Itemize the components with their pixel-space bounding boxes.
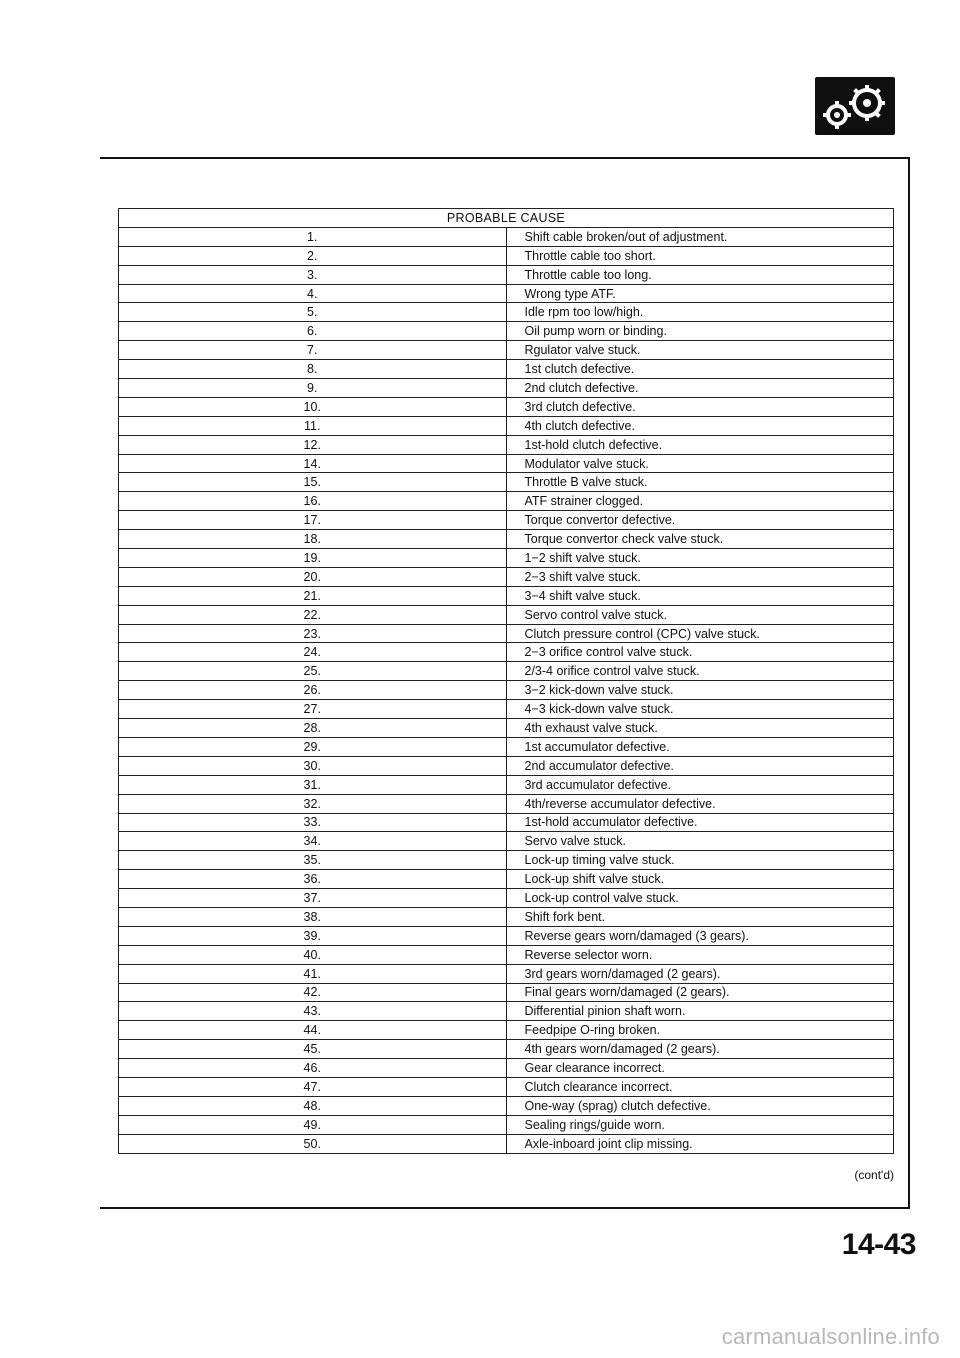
- row-cause: Feedpipe O-ring broken.: [506, 1021, 894, 1040]
- row-cause: 3rd gears worn/damaged (2 gears).: [506, 964, 894, 983]
- table-row: [119, 530, 894, 549]
- table-row: [119, 700, 894, 719]
- row-cause: 2/3-4 orifice control valve stuck.: [506, 662, 894, 681]
- row-number: 36.: [119, 870, 507, 889]
- row-cause: Lock-up control valve stuck.: [506, 889, 894, 908]
- table-row: [119, 492, 894, 511]
- row-cause: One-way (sprag) clutch defective.: [506, 1096, 894, 1115]
- top-rule: [100, 157, 910, 159]
- table-heading: PROBABLE CAUSE: [119, 209, 894, 228]
- row-number: 19.: [119, 549, 507, 568]
- table-row: [119, 265, 894, 284]
- row-cause: 1st accumulator defective.: [506, 737, 894, 756]
- row-cause: Axle-inboard joint clip missing.: [506, 1134, 894, 1153]
- row-cause: 3rd clutch defective.: [506, 397, 894, 416]
- row-number: 10.: [119, 397, 507, 416]
- row-cause: Final gears worn/damaged (2 gears).: [506, 983, 894, 1002]
- row-cause: 2−3 orifice control valve stuck.: [506, 643, 894, 662]
- row-number: 15.: [119, 473, 507, 492]
- row-number: 4.: [119, 284, 507, 303]
- row-number: 2.: [119, 246, 507, 265]
- row-cause: 4th/reverse accumulator defective.: [506, 794, 894, 813]
- row-cause: Differential pinion shaft worn.: [506, 1002, 894, 1021]
- row-cause: Shift fork bent.: [506, 907, 894, 926]
- table-row: [119, 605, 894, 624]
- table-row: [119, 397, 894, 416]
- row-number: 39.: [119, 926, 507, 945]
- table-row: [119, 1134, 894, 1153]
- row-number: 25.: [119, 662, 507, 681]
- row-cause: 1st-hold accumulator defective.: [506, 813, 894, 832]
- row-number: 22.: [119, 605, 507, 624]
- row-cause: 3−2 kick-down valve stuck.: [506, 681, 894, 700]
- row-number: 47.: [119, 1077, 507, 1096]
- row-cause: Lock-up timing valve stuck.: [506, 851, 894, 870]
- table-row: [119, 1021, 894, 1040]
- bottom-rule: [100, 1207, 910, 1209]
- row-number: 50.: [119, 1134, 507, 1153]
- row-number: 49.: [119, 1115, 507, 1134]
- table-row: [119, 1002, 894, 1021]
- row-number: 11.: [119, 416, 507, 435]
- table-row: [119, 832, 894, 851]
- row-number: 17.: [119, 511, 507, 530]
- table-row: [119, 379, 894, 398]
- row-number: 43.: [119, 1002, 507, 1021]
- row-cause: Gear clearance incorrect.: [506, 1059, 894, 1078]
- row-number: 8.: [119, 360, 507, 379]
- table-row: [119, 813, 894, 832]
- table-row: [119, 549, 894, 568]
- table-row: [119, 435, 894, 454]
- row-number: 18.: [119, 530, 507, 549]
- row-cause: Idle rpm too low/high.: [506, 303, 894, 322]
- row-cause: 4th exhaust valve stuck.: [506, 719, 894, 738]
- row-number: 9.: [119, 379, 507, 398]
- row-cause: ATF strainer clogged.: [506, 492, 894, 511]
- row-cause: Reverse selector worn.: [506, 945, 894, 964]
- row-number: 31.: [119, 775, 507, 794]
- row-cause: Throttle B valve stuck.: [506, 473, 894, 492]
- row-number: 26.: [119, 681, 507, 700]
- table-row: [119, 303, 894, 322]
- row-number: 3.: [119, 265, 507, 284]
- row-number: 38.: [119, 907, 507, 926]
- row-cause: Throttle cable too short.: [506, 246, 894, 265]
- table-header-row: [119, 209, 894, 228]
- table-row: [119, 870, 894, 889]
- row-number: 48.: [119, 1096, 507, 1115]
- row-number: 32.: [119, 794, 507, 813]
- row-cause: Modulator valve stuck.: [506, 454, 894, 473]
- row-number: 28.: [119, 719, 507, 738]
- table-row: [119, 681, 894, 700]
- transmission-gears-icon: [815, 77, 895, 135]
- row-cause: Wrong type ATF.: [506, 284, 894, 303]
- table-row: [119, 1077, 894, 1096]
- table-row: [119, 246, 894, 265]
- page-number: 14-43: [841, 1228, 916, 1261]
- row-number: 42.: [119, 983, 507, 1002]
- table-row: [119, 794, 894, 813]
- table-row: [119, 1115, 894, 1134]
- row-cause: Rgulator valve stuck.: [506, 341, 894, 360]
- table-row: [119, 719, 894, 738]
- row-cause: Servo control valve stuck.: [506, 605, 894, 624]
- row-cause: Clutch pressure control (CPC) valve stuck.: [506, 624, 894, 643]
- table-row: [119, 756, 894, 775]
- table-row: [119, 567, 894, 586]
- row-number: 21.: [119, 586, 507, 605]
- row-cause: 3−4 shift valve stuck.: [506, 586, 894, 605]
- table-row: [119, 1096, 894, 1115]
- row-number: 16.: [119, 492, 507, 511]
- row-number: 30.: [119, 756, 507, 775]
- row-cause: Servo valve stuck.: [506, 832, 894, 851]
- row-cause: 3rd accumulator defective.: [506, 775, 894, 794]
- row-number: 40.: [119, 945, 507, 964]
- table-row: [119, 511, 894, 530]
- row-cause: Clutch clearance incorrect.: [506, 1077, 894, 1096]
- table-body: [119, 227, 894, 1153]
- row-number: 24.: [119, 643, 507, 662]
- row-number: 6.: [119, 322, 507, 341]
- row-cause: 1st-hold clutch defective.: [506, 435, 894, 454]
- row-cause: Throttle cable too long.: [506, 265, 894, 284]
- row-cause: Torque convertor defective.: [506, 511, 894, 530]
- table-row: [119, 322, 894, 341]
- row-number: 41.: [119, 964, 507, 983]
- table-row: [119, 416, 894, 435]
- table-row: [119, 907, 894, 926]
- row-number: 33.: [119, 813, 507, 832]
- table-row: [119, 662, 894, 681]
- probable-cause-table: [118, 208, 894, 1154]
- row-number: 5.: [119, 303, 507, 322]
- table-row: [119, 284, 894, 303]
- row-number: 1.: [119, 227, 507, 246]
- row-cause: Reverse gears worn/damaged (3 gears).: [506, 926, 894, 945]
- table-row: [119, 1040, 894, 1059]
- row-cause: 2−3 shift valve stuck.: [506, 567, 894, 586]
- row-number: 12.: [119, 435, 507, 454]
- table-row: [119, 360, 894, 379]
- row-number: 45.: [119, 1040, 507, 1059]
- table-row: [119, 737, 894, 756]
- table-row: [119, 1059, 894, 1078]
- row-cause: 4th clutch defective.: [506, 416, 894, 435]
- watermark: carmanualsonline.info: [721, 1324, 940, 1349]
- row-number: 27.: [119, 700, 507, 719]
- row-number: 23.: [119, 624, 507, 643]
- table-row: [119, 586, 894, 605]
- row-cause: Sealing rings/guide worn.: [506, 1115, 894, 1134]
- row-cause: 2nd clutch defective.: [506, 379, 894, 398]
- table-row: [119, 473, 894, 492]
- table-row: [119, 775, 894, 794]
- row-cause: 4th gears worn/damaged (2 gears).: [506, 1040, 894, 1059]
- table-row: [119, 624, 894, 643]
- table-row: [119, 926, 894, 945]
- right-rule: [908, 157, 910, 1209]
- continued-note: (cont'd): [854, 1168, 894, 1182]
- table-row: [119, 851, 894, 870]
- table-row: [119, 945, 894, 964]
- row-number: 14.: [119, 454, 507, 473]
- table-row: [119, 643, 894, 662]
- table-row: [119, 889, 894, 908]
- row-cause: 1−2 shift valve stuck.: [506, 549, 894, 568]
- row-number: 7.: [119, 341, 507, 360]
- row-cause: Shift cable broken/out of adjustment.: [506, 227, 894, 246]
- table-row: [119, 227, 894, 246]
- row-cause: 4−3 kick-down valve stuck.: [506, 700, 894, 719]
- row-number: 20.: [119, 567, 507, 586]
- row-number: 29.: [119, 737, 507, 756]
- row-cause: Lock-up shift valve stuck.: [506, 870, 894, 889]
- table-row: [119, 983, 894, 1002]
- row-number: 37.: [119, 889, 507, 908]
- table-row: [119, 454, 894, 473]
- table-row: [119, 341, 894, 360]
- table-row: [119, 964, 894, 983]
- row-number: 44.: [119, 1021, 507, 1040]
- row-number: 34.: [119, 832, 507, 851]
- row-cause: Torque convertor check valve stuck.: [506, 530, 894, 549]
- row-cause: 1st clutch defective.: [506, 360, 894, 379]
- row-number: 46.: [119, 1059, 507, 1078]
- row-cause: Oil pump worn or binding.: [506, 322, 894, 341]
- row-cause: 2nd accumulator defective.: [506, 756, 894, 775]
- row-number: 35.: [119, 851, 507, 870]
